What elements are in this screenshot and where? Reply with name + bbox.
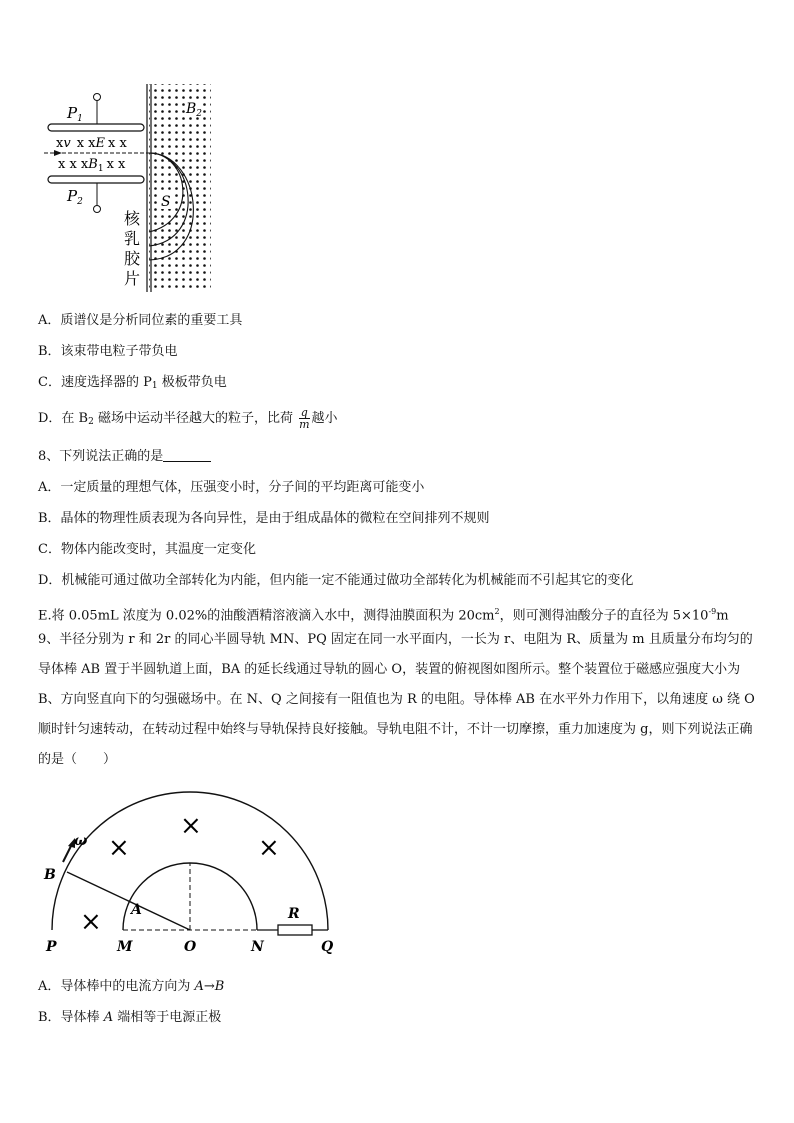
film-char-3: 胶 bbox=[124, 249, 141, 268]
q9-option-b: B．导体棒 A 端相等于电源正极 bbox=[38, 1010, 222, 1025]
field-row-2: x x $xB_1$ x x bbox=[58, 157, 126, 174]
q8-stem: 8、下列说法正确的是 bbox=[38, 448, 211, 466]
label-n: N bbox=[251, 939, 264, 955]
film-char-4: 片 bbox=[124, 269, 141, 288]
q7-option-a: A．质谱仪是分析同位素的重要工具 bbox=[38, 313, 243, 328]
plate-p2 bbox=[48, 176, 144, 183]
charge-mass-ratio: $\frac{q}{m}$ bbox=[299, 406, 310, 431]
field-cross-3: × bbox=[258, 833, 280, 863]
q8-option-b: B．晶体的物理性质表现为各向异性，是由于组成晶体的微粒在空间排列不规则 bbox=[38, 511, 490, 526]
label-q: Q bbox=[321, 939, 334, 955]
film-char-2: 乳 bbox=[124, 229, 141, 248]
label-b2: $B_2$ bbox=[186, 101, 203, 119]
resistor-r bbox=[278, 925, 312, 935]
rail-figure bbox=[40, 790, 360, 960]
field-cross-4: × bbox=[80, 907, 102, 937]
q7-option-c: C．速度选择器的 $P_1$ 极板带负电 bbox=[38, 375, 227, 391]
q7-option-b: B．该束带电粒子带负电 bbox=[38, 344, 178, 359]
label-p: P bbox=[46, 939, 57, 955]
label-o: O bbox=[184, 939, 197, 955]
field-row-1: xv x xE x x bbox=[56, 136, 127, 151]
label-p2: $P_2$ bbox=[67, 187, 83, 207]
q9-stem: 9、半径分别为 r 和 2r 的同心半圆导轨 MN、PQ 固定在同一水平面内，一长为 r、电阻为 R、质量为 m 且质量分布均匀的导体棒 AB 置于半圆轨道上面，BA 的延长线通过导轨的圆心 O，装置的俯视图如图所示。整个装置位于磁感应强度大小为 B、方向竖直向下的匀强磁场中。在 N、Q 之间接有一阻值也为 R 的电阻。导体棒 AB 在水平外力作用下，以角速度 ω 绕 O 顺时针匀速转动，在转动过程中始终与导轨保持良好接触。导轨电阻不计，不计一切摩擦，重力加速度为 g，则下列说法正确的是（ ） bbox=[38, 632, 755, 767]
answer-blank bbox=[163, 449, 211, 462]
q8-option-e: E.将 0.05mL 浓度为 0.02%的油酸酒精溶液滴入水中，测得油膜面积为 $20cm^2$，则可测得油酸分子的直径为 $5\times 10^{-9}m$ bbox=[38, 607, 729, 624]
q7-option-d: D．在 $B_2$ 磁场中运动半径越大的粒子，比荷 $\frac{q}{m}$ 越小 bbox=[38, 406, 338, 431]
q8-option-c: C．物体内能改变时，其温度一定变化 bbox=[38, 542, 256, 557]
field-cross-2: × bbox=[180, 811, 202, 841]
label-r: R bbox=[288, 906, 300, 922]
q8-option-d: D．机械能可通过做功全部转化为内能，但内能一定不能通过做功全部转化为机械能而不引起其它的变化 bbox=[38, 573, 634, 588]
label-b: B bbox=[44, 867, 56, 883]
plate-p1 bbox=[48, 124, 144, 131]
q8-option-a: A．一定质量的理想气体，压强变小时，分子间的平均距离可能变小 bbox=[38, 480, 425, 495]
mass-spectrometer-figure bbox=[40, 80, 220, 295]
q9-option-a: A．导体棒中的电流方向为 A→B bbox=[38, 979, 225, 994]
field-cross-1: × bbox=[108, 833, 130, 863]
label-a: A bbox=[131, 902, 142, 918]
label-p1: $P_1$ bbox=[67, 104, 83, 124]
label-s: S bbox=[161, 194, 171, 210]
film-char-1: 核 bbox=[124, 209, 141, 228]
label-omega: ω bbox=[74, 833, 88, 849]
label-m: M bbox=[117, 939, 133, 955]
